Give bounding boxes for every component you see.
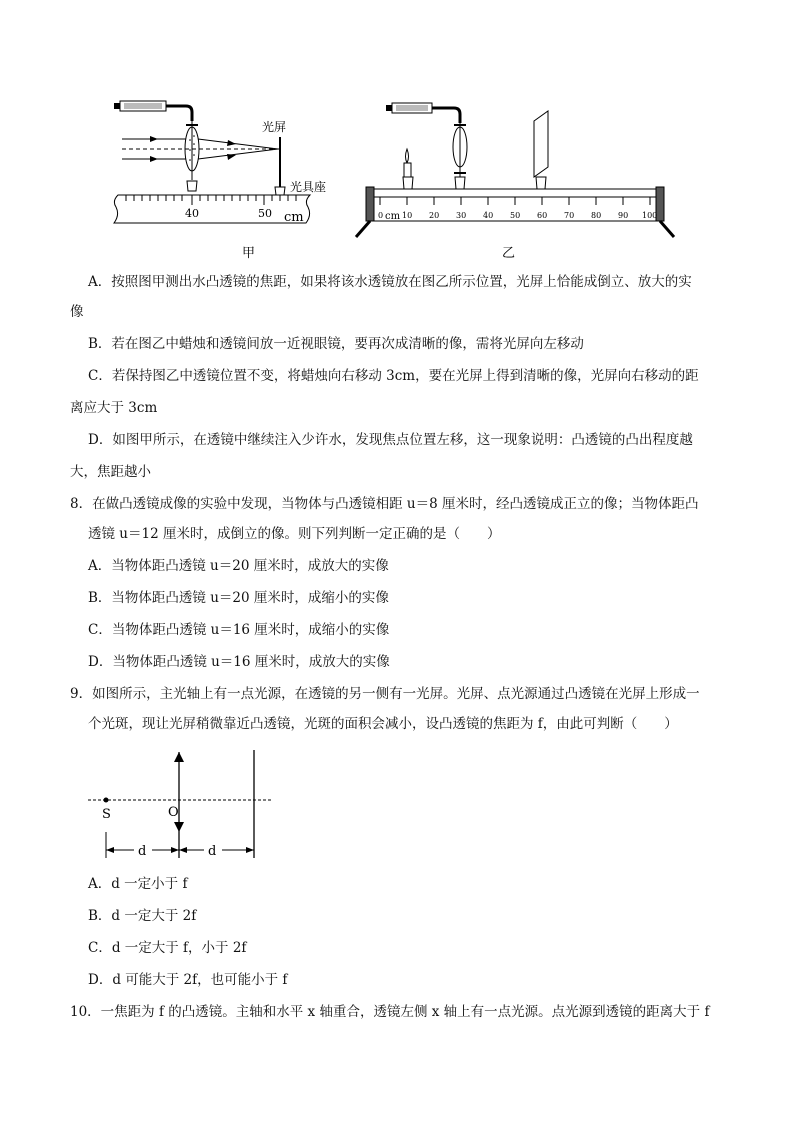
jia-caption: 甲 [242, 246, 256, 261]
q8-option-b: B．当物体距凸透镜 u＝20 厘米时，成缩小的实像 [88, 590, 389, 606]
yi-tick-unit: cm [385, 211, 401, 222]
q9-stem-line2: 个光斑，现让光屏稍微靠近凸透镜，光斑的面积会减小，设凸透镜的焦距为 f，由此可判断（ ） [88, 716, 678, 732]
figure-yi [352, 95, 682, 265]
q8-option-d: D．当物体距凸透镜 u＝16 厘米时，成放大的实像 [88, 654, 390, 670]
yi-tick-20: 20 [429, 211, 440, 220]
q9-option-d: D．d 可能大于 2f，也可能小于 f [88, 972, 288, 988]
jia-tick-50: 50 [258, 207, 272, 220]
q9-option-c: C．d 一定大于 f，小于 2f [88, 940, 247, 956]
yi-tick-100: 100 [642, 211, 658, 220]
q8-option-c: C．当物体距凸透镜 u＝16 厘米时，成缩小的实像 [88, 622, 390, 638]
q9-label-d1: d [138, 844, 147, 859]
q8-stem-line2: 透镜 u＝12 厘米时，成倒立的像。则下列判断一定正确的是（ ） [88, 526, 501, 542]
figure-jia-drawing [110, 95, 340, 265]
yi-tick-10: 10 [402, 211, 413, 220]
yi-caption: 乙 [502, 246, 516, 261]
yi-tick-70: 70 [564, 211, 575, 220]
yi-tick-30: 30 [456, 211, 467, 220]
figure-q9 [86, 746, 286, 866]
jia-unit: cm [284, 210, 304, 225]
yi-tick-0: 0 [378, 211, 384, 220]
figure-jia [110, 95, 340, 265]
yi-tick-90: 90 [618, 211, 629, 220]
yi-tick-40: 40 [483, 211, 494, 220]
q8-stem-line1: 8．在做凸透镜成像的实验中发现，当物体与凸透镜相距 u＝8 厘米时，经凸透镜成正立的像；当物体距凸 [70, 496, 699, 512]
q7-option-b: B．若在图乙中蜡烛和透镜间放一近视眼镜，要再次成清晰的像，需将光屏向左移动 [88, 336, 584, 352]
jia-screen-label: 光屏 [262, 120, 287, 134]
yi-tick-80: 80 [591, 211, 602, 220]
q9-label-d2: d [208, 844, 217, 859]
figure-yi-drawing [352, 95, 682, 265]
yi-tick-60: 60 [537, 211, 548, 220]
yi-tick-50: 50 [510, 211, 521, 220]
figure-q9-drawing [86, 746, 286, 866]
jia-base-label: 光具座 [290, 180, 327, 194]
q7-option-a-line2: 像 [70, 304, 84, 320]
q7-option-c-line2: 离应大于 3cm [70, 400, 158, 416]
q7-option-d-line2: 大，焦距越小 [70, 464, 151, 480]
q9-label-o: O [168, 805, 179, 820]
q7-option-d-line1: D．如图甲所示，在透镜中继续注入少许水，发现焦点位置左移，这一现象说明：凸透镜的凸出程度越 [88, 432, 693, 448]
q10-stem-line1: 10．一焦距为 f 的凸透镜。主轴和水平 x 轴重合，透镜左侧 x 轴上有一点光源。点光源到透镜的距离大于 f [70, 1004, 710, 1020]
q8-option-a: A．当物体距凸透镜 u＝20 厘米时，成放大的实像 [88, 558, 389, 574]
q7-option-a-line1: A．按照图甲测出水凸透镜的焦距，如果将该水透镜放在图乙所示位置，光屏上恰能成倒立、放大的实 [88, 274, 692, 290]
q9-label-s: S [102, 807, 111, 822]
q9-option-b: B．d 一定大于 2f [88, 908, 197, 924]
q9-stem-line1: 9．如图所示，主光轴上有一点光源，在透镜的另一侧有一光屏。光屏、点光源通过凸透镜在光屏上形成一 [70, 686, 700, 702]
q9-option-a: A．d 一定小于 f [88, 876, 188, 892]
jia-tick-40: 40 [185, 207, 199, 220]
q7-option-c-line1: C．若保持图乙中透镜位置不变，将蜡烛向右移动 3cm，要在光屏上得到清晰的像，光屏向右移动的距 [88, 368, 699, 384]
